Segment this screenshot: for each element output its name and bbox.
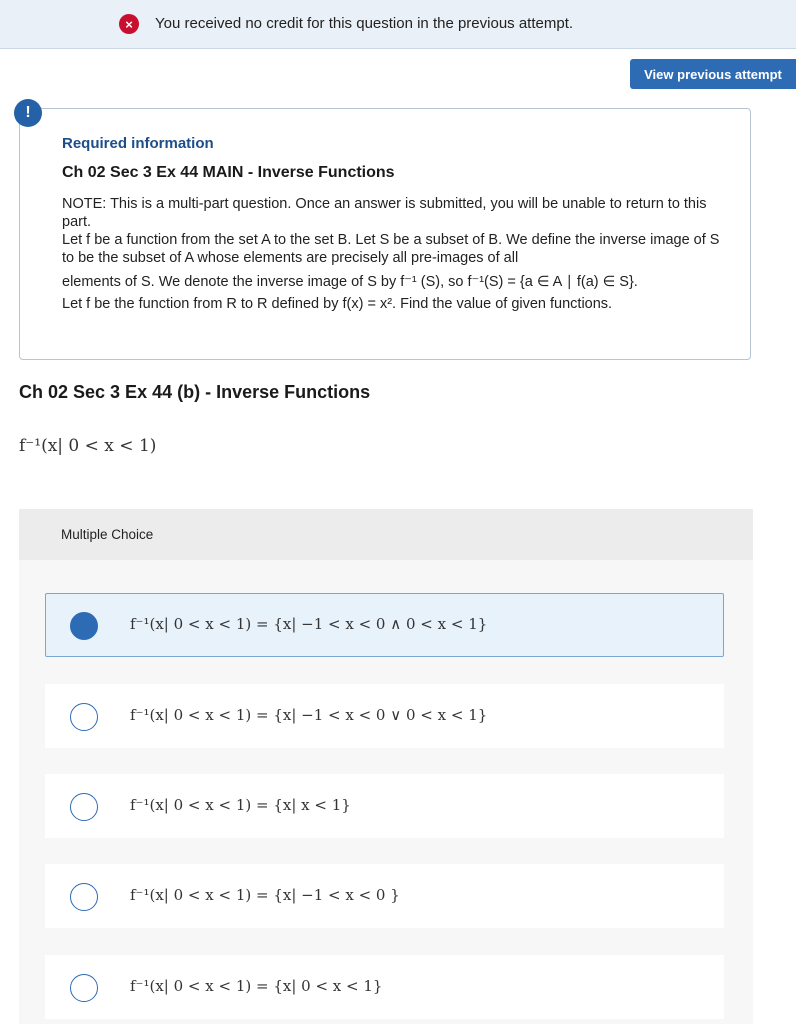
choice-option-3[interactable] xyxy=(45,774,724,838)
radio-empty-icon[interactable] xyxy=(70,703,98,731)
choice-option-4[interactable] xyxy=(45,864,724,928)
multiple-choice-panel xyxy=(19,509,753,1024)
question-expression: f⁻¹(x| 0 < x < 1) xyxy=(19,436,157,456)
choice-option-5[interactable] xyxy=(45,955,724,1019)
radio-empty-icon[interactable] xyxy=(70,974,98,1002)
radio-empty-icon[interactable] xyxy=(70,793,98,821)
info-body xyxy=(62,195,722,313)
radio-empty-icon[interactable] xyxy=(70,883,98,911)
feedback-banner xyxy=(0,0,796,49)
banner-message: You received no credit for this question in the previous attempt. xyxy=(155,15,574,32)
info-title: Ch 02 Sec 3 Ex 44 MAIN - Inverse Functions xyxy=(62,164,395,181)
required-info-box xyxy=(19,108,751,360)
radio-selected-icon[interactable] xyxy=(70,612,98,640)
alert-icon: ! xyxy=(14,99,42,127)
view-previous-attempt-button[interactable]: View previous attempt xyxy=(630,59,796,89)
choice-text: f⁻¹(x| 0 < x < 1) = {x| −1 < x < 0 ∨ 0 < x < 1} xyxy=(130,706,488,724)
choice-text: f⁻¹(x| 0 < x < 1) = {x| −1 < x < 0 ∧ 0 < x < 1} xyxy=(130,615,488,633)
required-info-label: Required information xyxy=(62,135,214,152)
multiple-choice-label: Multiple Choice xyxy=(61,527,154,542)
x-circle-icon: × xyxy=(119,14,139,34)
choice-option-2[interactable] xyxy=(45,684,724,748)
choice-text: f⁻¹(x| 0 < x < 1) = {x| −1 < x < 0 } xyxy=(130,886,400,904)
info-definition: Let f be a function from the set A to the set B. Let S be a subset of B. We define the inverse image of S to be the subset of A whose elements are precisely all pre-images of all xyxy=(62,232,720,266)
choice-text: f⁻¹(x| 0 < x < 1) = {x| x < 1} xyxy=(130,796,351,814)
info-function-def: Let f be the function from R to R defined by f(x) = x². Find the value of given functions. xyxy=(62,296,613,312)
choice-text: f⁻¹(x| 0 < x < 1) = {x| 0 < x < 1} xyxy=(130,977,383,995)
choice-option-1[interactable] xyxy=(45,593,724,657)
info-inverse-image: elements of S. We denote the inverse image of S by f⁻¹ (S), so f⁻¹(S) = {a ∈ A ∣ f(a) ∈ S}. xyxy=(62,274,638,290)
question-title: Ch 02 Sec 3 Ex 44 (b) - Inverse Functions xyxy=(19,382,371,402)
multiple-choice-header xyxy=(19,509,753,560)
info-note: NOTE: This is a multi-part question. Once an answer is submitted, you will be unable to return to this part. xyxy=(62,196,707,230)
